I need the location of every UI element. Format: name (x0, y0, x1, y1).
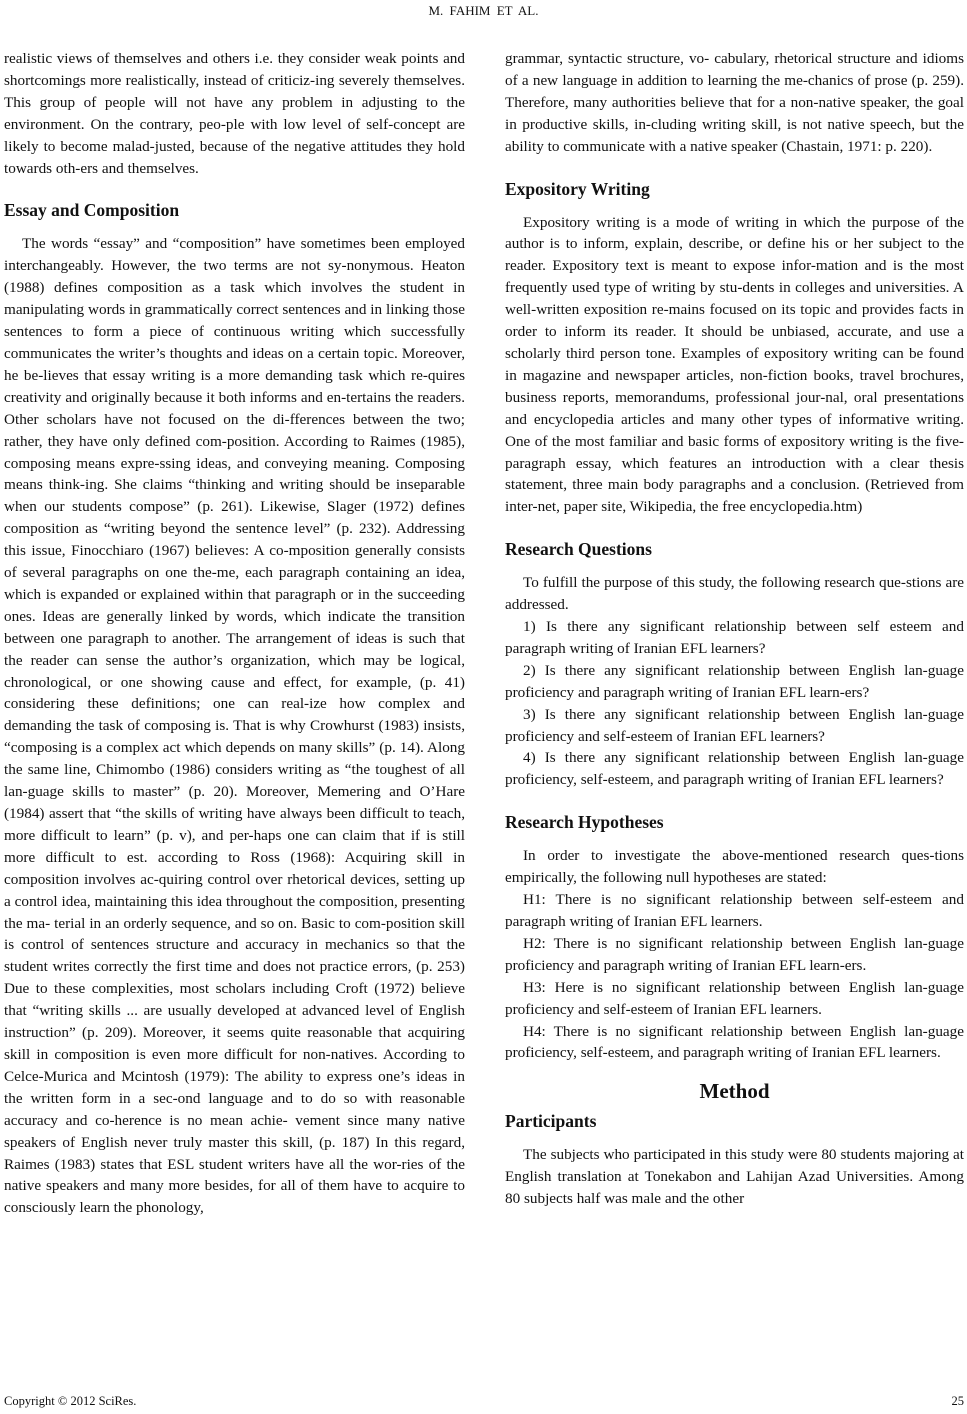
paragraph-continued-left: realistic views of themselves and others i.e. they consider weak points and shortcomings more realistically, instead of criticiz-ing severely themselves. This group of people will not have any problem in adjusting to the environment. On the contrary, peo-ple with low level of self-concept are likely to become malad-justed, because of the negative attitudes they hold towards oth-ers and themselves. (4, 50, 465, 177)
section-heading-essay: Essay and Composition (4, 200, 180, 221)
paragraph-questions-intro: To fulfill the purpose of this study, the following research que-stions are addressed. (505, 574, 964, 614)
research-question-3: 3) Is there any significant relationship between English lan-guage proficiency and self-esteem of Iranian EFL learners? (505, 705, 964, 745)
right-column (505, 48, 964, 1210)
research-question-2: 2) Is there any significant relationship between English lan-guage proficiency and paragraph writing of Iranian EFL learn-ers? (505, 661, 964, 701)
paragraph-participants: The subjects who participated in this study were 80 students majoring at English translation at Tonekabon and Lahijan Azad Universities. Among 80 subjects half was male and the other (505, 1146, 964, 1208)
hypothesis-2: H2: There is no significant relationship between English lan-guage proficiency and paragraph writing of Iranian EFL learn-ers. (505, 934, 964, 974)
hypothesis-4: H4: There is no significant relationship between English lan-guage proficiency, self-esteem, and paragraph writing of Iranian EFL learners. (505, 1022, 964, 1062)
paragraph-hypotheses-intro: In order to investigate the above-mentioned research ques-tions empirically, the following null hypotheses are stated: (505, 847, 964, 887)
section-heading-questions: Research Questions (505, 539, 652, 560)
left-column (4, 48, 465, 1219)
paragraph-expository: Expository writing is a mode of writing in which the purpose of the author is to inform, explain, describe, or define his or her subject to the reader. Expository text is meant to expose infor-mation and is the most frequently used type of writing by stu-dents in colleges and universities. A well-written exposition re-mains focused on its topic and provides facts in order to inform its reader. It should be unbiased, accurate, and use a scholarly third person tone. Examples of expository writing can be found in magazine and newspaper articles, non-fiction books, travel brochures, business reports, memorandums, professional jour-nal, oral presentations and encyclopedia articles and many other types of informative writing. One of the most familiar and basic forms of expository writing is the five-paragraph essay, which features an introduction with a clear thesis statement, three main body paragraphs and a conclusion. (Retrieved from inter-net, paper site, Wikipedia, the free encyclopedia.htm) (505, 213, 964, 516)
footer-page-number: 25 (951, 1394, 964, 1408)
major-heading-method: Method (699, 1079, 770, 1104)
hypothesis-3: H3: Here is no significant relationship between English lan-guage proficiency and self-esteem of Iranian EFL learners. (505, 978, 964, 1018)
research-question-4: 4) Is there any significant relationship between English lan-guage proficiency, self-esteem, and paragraph writing of Iranian EFL learners? (505, 749, 964, 789)
paragraph-essay: The words “essay” and “composition” have sometimes been employed interchangeably. However, the two terms are not sy-nonymous. Heaton (1988) defines composition as a task which involves the student in manipulating words in grammatically correct sentences and in linking those sentences to form a piece of continuous writing which successfully communicates the writer’s thoughts and ideas on a certain topic. Moreover, he be-lieves that essay writing is a more demanding task which re-quires creativity and originally because it both informs and en-tertains the readers. Other scholars have not focused on the di-fferences between the two; rather, they have only defined com-position. According to Raimes (1985), composing means expre-ssing ideas, and conveying meaning. Composing means think-ing. She claims “thinking and writing should be inseparable when our students compose” (p. 261). Likewise, Slager (1972) defines composition as “writing beyond the sentence level” (p. 232). Addressing this issue, Finocchiaro (1967) believes: A co-mposition generally consists of several paragraphs on one the-me, each paragraph containing an idea, which is expanded or explained within that paragraph or in the succeeding ones. Ideas are generally linked by words, which indicate the transition between one paragraph to another. The arrangement of ideas is such that the reader can sense the author’s organization, which may be logical, chronological, or one showing cause and effect, for example, (p. 41) considering these definitions; one can real-ize how complex and demanding the task of composing is. That is why Crowhurst (1983) insists, “composing is a complex act which depends on many skills” (p. 14). Along the same line, Chimombo (1986) considers writing as “the toughest of all lan-guage skills to master” (p. 20). Moreover, Memering and O’Hare (1984) assert that “the skills of writing have always been difficult to teach, more difficult to learn” (p. v), and per-haps one can claim that if is still more difficult to est. according to Ross (1968): Acquiring skill in composition involves ac-quiring control over rhetorical devices, setting up a control idea, maintaining this idea throughout the composition, presenting the ma- terial in an orderly sequence, and so on. Basic to com-position skill is control of sentences structure and accuracy in mechanics so that the student writes correctly the first time and does not practice errors, (p. 253) Due to these complexities, most scholars including Croft (1972) believe that “writing skills ... are usually developed at advanced level of English instruction” (p. 209). Moreover, it seems quite reasonable that acquiring skill in composition is even more difficult for non-natives. According to Celce-Murica and Mcintosh (1979): The ability to express one’s ideas in the written form in a sec-ond language and to do so with reasonable accuracy and co-herence is no mean achie- vement since many native speakers of English never truly master this skill, (p. 187) In this regard, Raimes (1983) states that ESL student writers have all the wor-ries of the native speakers and many more besides, for all of them have to acquire to consciously learn the phonology, (4, 235, 465, 1217)
running-head: M. FAHIM ET AL. (428, 3, 539, 18)
section-heading-participants: Participants (505, 1111, 597, 1132)
research-question-1: 1) Is there any significant relationship between self esteem and paragraph writing of Iranian EFL learners? (505, 618, 964, 657)
hypothesis-1: H1: There is no significant relationship between self-esteem and paragraph writing of Iranian EFL learners. (505, 891, 964, 930)
section-heading-expository: Expository Writing (505, 178, 650, 199)
footer-copyright: Copyright © 2012 SciRes. (4, 1394, 137, 1408)
section-heading-hypotheses: Research Hypotheses (505, 812, 664, 833)
paragraph-continued-right: grammar, syntactic structure, vo- cabulary, rhetorical structure and idioms of a new language in addition to learning the me-chanics of prose (p. 259). Therefore, many authorities believe that for a non-native speaker, the goal in productive skills, in-cluding writing skill, is not native speech, but the ability to communicate with a native speaker (Chastain, 1971: p. 220). (505, 50, 964, 155)
